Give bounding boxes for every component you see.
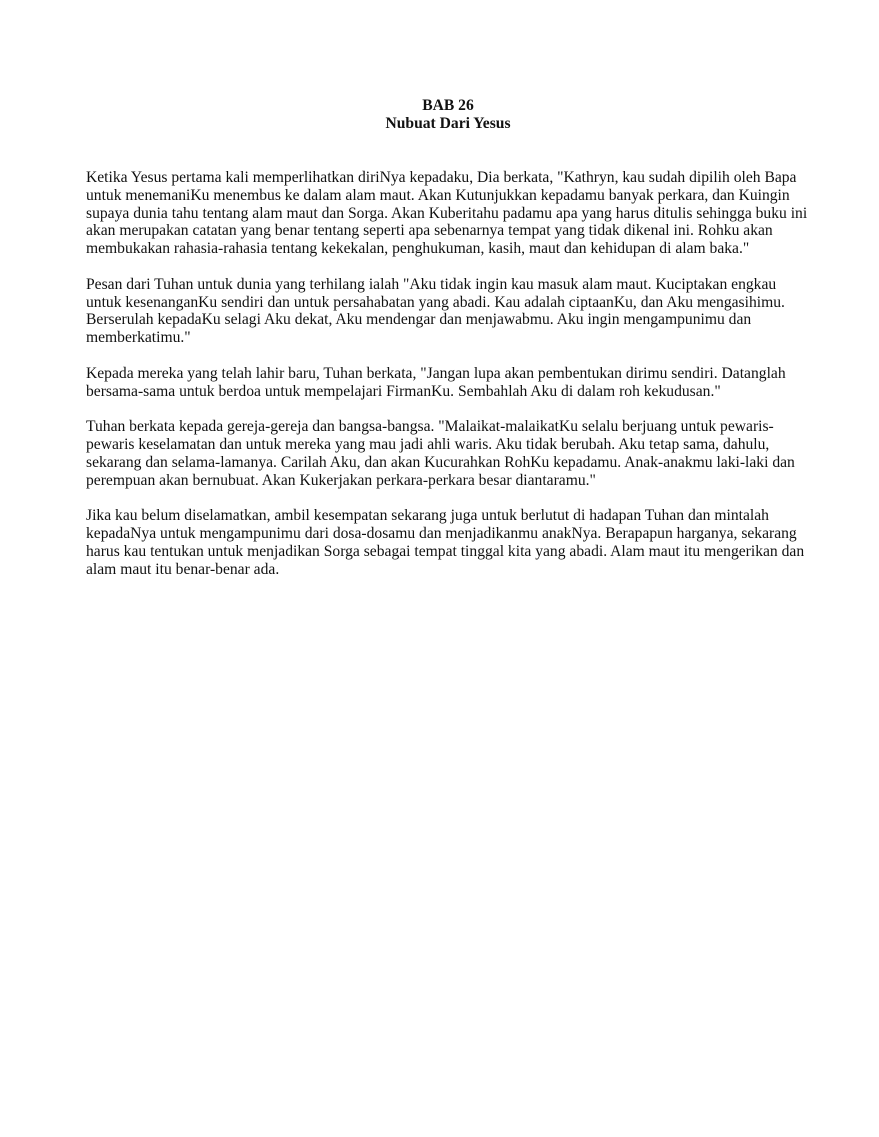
paragraph: Pesan dari Tuhan untuk dunia yang terhilang ialah "Aku tidak ingin kau masuk alam maut. Kuciptakan engkau untuk kesenanganKu sendiri dan untuk persahabatan yang abadi. Kau adalah ciptaanKu, dan Aku mengasihimu. Berserulah kepadaKu selagi Aku dekat, Aku mendengar dan menjawabmu. Aku ingin mengampunimu dan memberkatimu."	[86, 275, 785, 347]
paragraph: Tuhan berkata kepada gereja-gereja dan bangsa-bangsa. "Malaikat-malaikatKu selalu berjuang untuk pewaris-pewaris keselamatan dan untuk mereka yang mau jadi ahli waris. Aku tidak berubah. Aku tetap sama, dahulu, sekarang dan selama-lamanya. Carilah Aku, dan akan Kucurahkan RohKu kepadamu. Anak-anakmu laki-laki dan perempuan akan bernubuat. Akan Kukerjakan perkara-perkara besar diantaramu."	[86, 418, 795, 489]
chapter-title: Nubuat Dari Yesus	[385, 115, 511, 132]
paragraph: Kepada mereka yang telah lahir baru, Tuhan berkata, "Jangan lupa akan pembentukan dirimu sendiri. Datanglah bersama-sama untuk berdoa untuk mempelajari FirmanKu. Sembahlah Aku di dalam roh kekudusan."	[86, 364, 786, 400]
document-page	[86, 97, 810, 596]
paragraph: Ketika Yesus pertama kali memperlihatkan diriNya kepadaku, Dia berkata, "Kathryn, kau sudah dipilih oleh Bapa untuk menemaniKu menembus ke dalam alam maut. Akan Kutunjukkan kepadamu banyak perkara, dan Kuingin supaya dunia tahu tentang alam maut dan Sorga. Akan Kuberitahu padamu apa yang harus ditulis sehingga buku ini akan merupakan catatan yang benar tentang seperti apa sebenarnya tempat yang tidak dikenal ini. Rohku akan membukakan rahasia-rahasia tentang kekekalan, penghukuman, kasih, maut dan kehidupan di alam baka."	[86, 169, 808, 258]
paragraph: Jika kau belum diselamatkan, ambil kesempatan sekarang juga untuk berlutut di hadapan Tuhan dan mintalah kepadaNya untuk mengampunimu dari dosa-dosamu dan menjadikanmu anakNya. Berapapun harganya, sekarang harus kau tentukan untuk menjadikan Sorga sebagai tempat tinggal kita yang abadi. Alam maut itu mengerikan dan alam maut itu benar-benar ada.	[86, 507, 805, 578]
chapter-number: BAB 26	[422, 97, 474, 114]
chapter-body	[86, 169, 810, 578]
